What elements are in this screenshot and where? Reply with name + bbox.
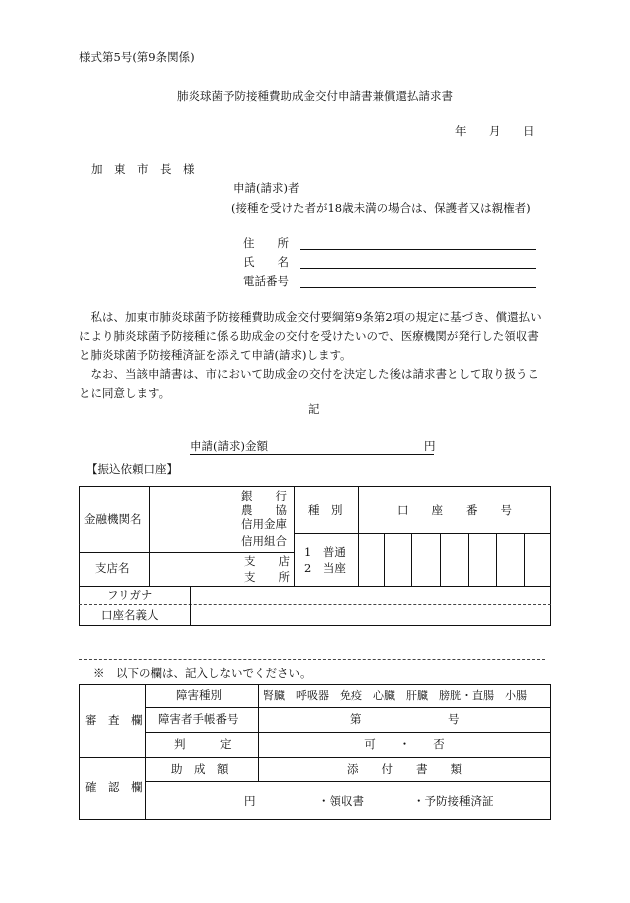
amount-field[interactable] — [190, 454, 434, 455]
attachment-vaccination-cert: ・予防接種済証 — [413, 794, 494, 808]
handbook-label: 障害者手帳番号 — [158, 712, 239, 726]
judgment-label: 判 定 — [174, 737, 232, 751]
body-line: とに同意します。 — [79, 386, 171, 400]
addressee: 加 東 市 長 様 — [91, 162, 195, 176]
judgment-options: 可 ・ 否 — [364, 737, 445, 751]
institution-label: 金融機関名 — [84, 512, 142, 526]
account-type-toza[interactable]: 2 当座 — [304, 561, 346, 575]
account-digit-cell[interactable] — [497, 534, 524, 586]
account-digit-cell[interactable] — [359, 534, 384, 586]
bank-type-bank: 銀 行 — [241, 489, 287, 503]
date-day: 日 — [523, 124, 535, 138]
body-line: と肺炎球菌予防接種済証を添えて申請(請求)します。 — [79, 348, 352, 362]
branch-type-shisho: 支 所 — [244, 570, 290, 584]
furigana-label: フリガナ — [107, 588, 153, 602]
disability-type-label: 障害種別 — [176, 688, 222, 702]
ki-mark: 記 — [308, 402, 320, 416]
branch-field[interactable] — [152, 555, 242, 583]
address-label: 住 所 — [243, 236, 289, 250]
phone-label: 電話番号 — [243, 274, 289, 288]
body-line: なお、当該申請書は、市において助成金の交付を決定した後は請求書として取り扱うこ — [79, 367, 539, 381]
account-digit-cell[interactable] — [441, 534, 468, 586]
bank-type-shinkumi: 信用組合 — [241, 534, 287, 548]
name-label: 氏 名 — [243, 255, 289, 269]
attachment-receipt: ・領収書 — [318, 794, 364, 808]
applicant-note: (接種を受けた者が18歳未満の場合は、保護者又は親権者) — [231, 201, 531, 215]
page-title: 肺炎球菌予防接種費助成金交付申請書兼償還払請求書 — [177, 89, 453, 103]
address-field[interactable] — [300, 249, 536, 250]
disability-types: 腎臓 呼吸器 免疫 心臓 肝臓 膀胱・直腸 小腸 — [263, 689, 527, 702]
account-digit-cell[interactable] — [412, 534, 440, 586]
form-number: 様式第5号(第9条関係) — [79, 50, 195, 64]
subsidy-yen: 円 — [244, 794, 256, 808]
body-line: 私は、加東市肺炎球菌予防接種費助成金交付要綱第9条第2項の規定に基づき、償還払い — [79, 310, 542, 324]
holder-label: 口座名義人 — [101, 608, 159, 622]
bank-type-ja: 農 協 — [241, 503, 287, 517]
account-number-label: 口 座 番 号 — [397, 503, 512, 517]
bank-type-shinkin: 信用金庫 — [241, 517, 287, 531]
account-digit-cell[interactable] — [469, 534, 496, 586]
branch-label: 支店名 — [95, 561, 130, 575]
account-digit-cell[interactable] — [385, 534, 411, 586]
furigana-field[interactable] — [192, 588, 548, 603]
review-label: 審 査 欄 — [85, 713, 143, 727]
account-digit-cell[interactable] — [525, 534, 550, 586]
subsidy-label: 助 成 額 — [171, 762, 229, 776]
date-month: 月 — [489, 124, 501, 138]
bank-section-label: 【振込依頼口座】 — [86, 462, 178, 476]
branch-type-shiten: 支 店 — [244, 554, 290, 568]
name-field[interactable] — [300, 268, 536, 269]
holder-field[interactable] — [192, 606, 548, 624]
phone-field[interactable] — [300, 287, 536, 288]
amount-unit: 円 — [424, 439, 436, 453]
confirm-label: 確 認 欄 — [85, 780, 143, 794]
account-type-futsu[interactable]: 1 普通 — [304, 545, 346, 559]
date-year: 年 — [455, 124, 467, 138]
cut-line — [79, 659, 545, 660]
handbook-dai: 第 — [350, 712, 362, 726]
account-type-label: 種 別 — [308, 503, 343, 517]
office-notice: ※ 以下の欄は、記入しないでください。 — [93, 666, 312, 680]
handbook-go: 号 — [448, 712, 460, 726]
attachments-label: 添 付 書 類 — [347, 762, 462, 776]
applicant-heading: 申請(請求)者 — [233, 181, 300, 195]
body-line: により肺炎球菌予防接種に係る助成金の交付を受けたいので、医療機関が発行した領収書 — [79, 329, 539, 343]
amount-label: 申請(請求)金額 — [190, 439, 268, 453]
